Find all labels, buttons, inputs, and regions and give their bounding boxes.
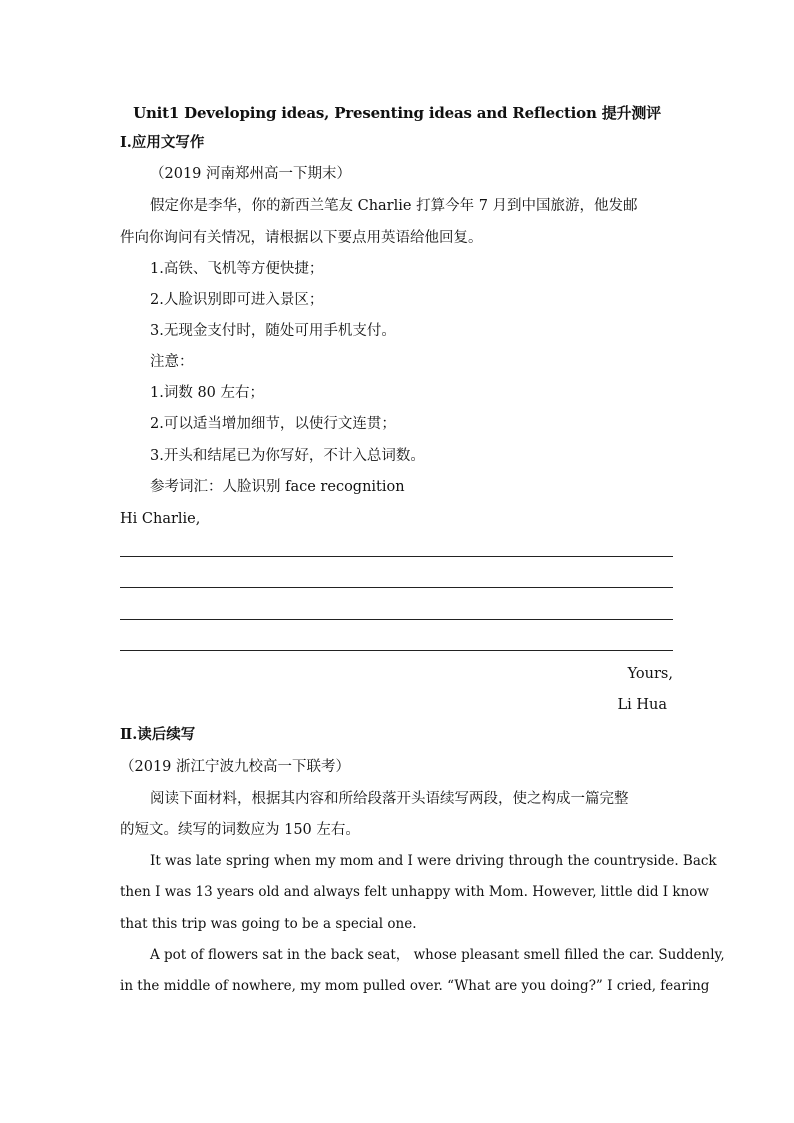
section-heading-continuation: Ⅱ.读后续写 xyxy=(120,726,196,743)
passage-line: A pot of flowers sat in the back seat， whose pleasant smell filled the car. Suddenly, xyxy=(150,947,725,963)
passage-line: in the middle of nowhere, my mom pulled over. “What are you doing?” I cried, fearing xyxy=(120,978,710,994)
list-item: 1.高铁、飞机等方便快捷； xyxy=(150,261,324,277)
list-item: 1.词数 80 左右； xyxy=(150,385,265,401)
answer-line xyxy=(120,650,673,651)
list-item: 3.开头和结尾已为你写好，不计入总词数。 xyxy=(150,448,425,464)
passage-line: It was late spring when my mom and I were driving through the countryside. Back xyxy=(150,853,717,869)
list-item: 2.人脸识别即可进入景区； xyxy=(150,292,324,308)
answer-line xyxy=(120,587,673,588)
prompt-text: 的短文。续写的词数应为 150 左右。 xyxy=(120,822,360,838)
letter-signature: Li Hua xyxy=(617,697,667,713)
letter-closing: Yours, xyxy=(627,666,673,682)
passage-line: that this trip was going to be a special one. xyxy=(120,916,417,932)
list-item: 2.可以适当增加细节，以使行文连贯； xyxy=(150,416,396,432)
answer-line xyxy=(120,619,673,620)
page-title: Unit1 Developing ideas, Presenting ideas and Reflection 提升测评 xyxy=(133,104,661,122)
prompt-text: 阅读下面材料，根据其内容和所给段落开头语续写两段，使之构成一篇完整 xyxy=(150,791,629,807)
prompt-text: 件向你询问有关情况，请根据以下要点用英语给他回复。 xyxy=(120,230,483,246)
section-source: （2019 浙江宁波九校高一下联考） xyxy=(120,759,351,775)
letter-greeting: Hi Charlie, xyxy=(120,511,201,527)
prompt-text: 假定你是李华，你的新西兰笔友 Charlie 打算今年 7 月到中国旅游，他发邮 xyxy=(150,198,638,214)
vocab-hint: 参考词汇：人脸识别 face recognition xyxy=(150,479,405,495)
list-item: 3.无现金支付时，随处可用手机支付。 xyxy=(150,323,396,339)
note-label: 注意： xyxy=(150,354,194,370)
answer-line xyxy=(120,556,673,557)
passage-line: then I was 13 years old and always felt unhappy with Mom. However, little did I know xyxy=(120,884,709,900)
section-heading-writing: I.应用文写作 xyxy=(120,134,205,151)
section-source: （2019 河南郑州高一下期末） xyxy=(150,166,352,182)
